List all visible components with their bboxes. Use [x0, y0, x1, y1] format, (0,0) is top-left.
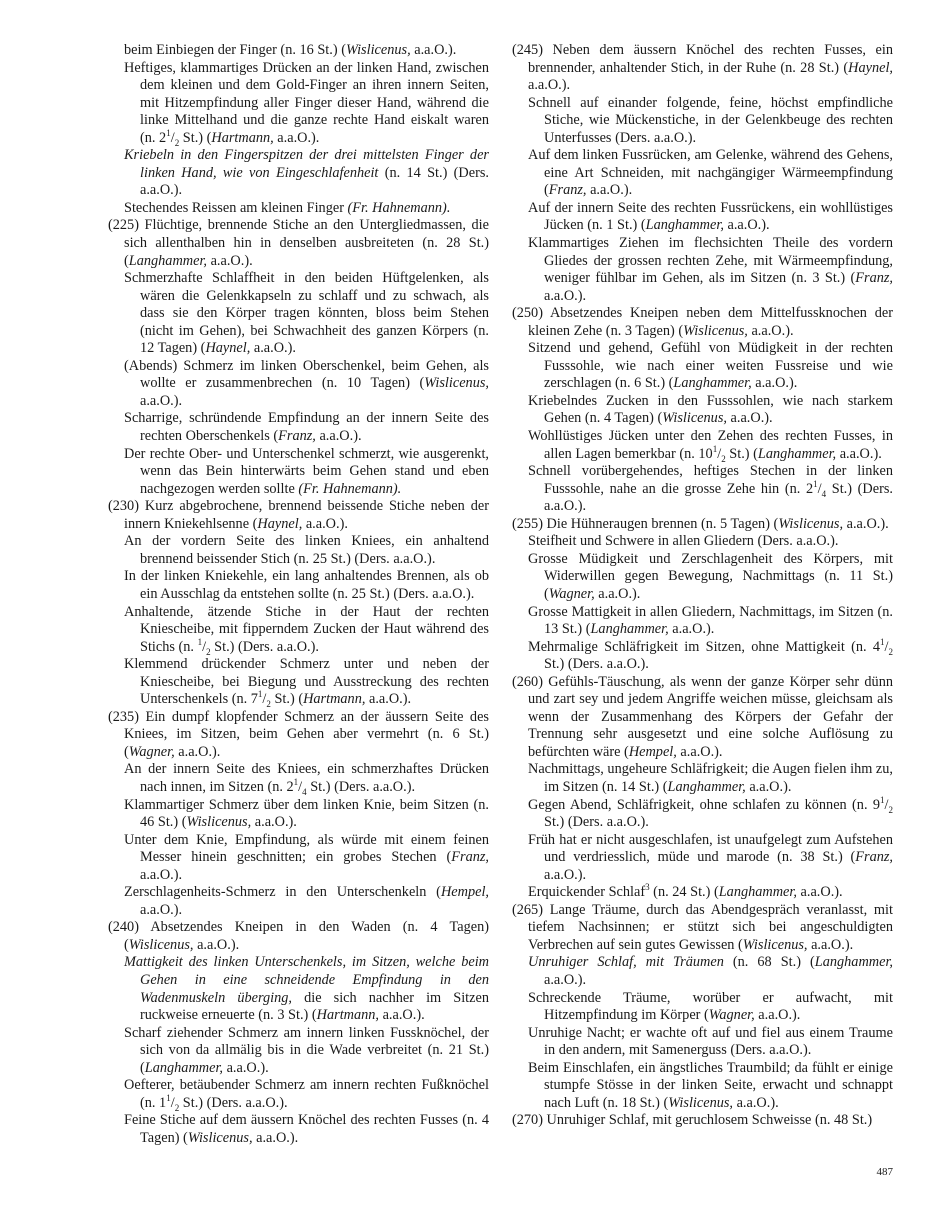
symptom-entry: Klemmend drückender Schmerz unter und neben der Kniescheibe, bei Biegung und Ausstreckung des rechten Unterschenkels (n. $7^1/_2$ St.) (Hartmann, a.a.O.). — [124, 656, 489, 710]
left-column — [108, 42, 489, 1147]
numbered-entry: (270) Unruhiger Schlaf, mit geruchlosem Schweisse (n. 48 St.) — [512, 1112, 873, 1129]
symptom-entry: An der innern Seite des Kniees, ein schmerzhaftes Drücken nach innen, im Sitzen (n. $2^1/_4$ St.) (Ders. a.a.O.). — [124, 761, 489, 797]
symptom-entry: Anhaltende, ätzende Stiche in der Haut der rechten Kniescheibe, mit fipperndem Zucken der Haut während des Stichs (n. $^1/_2$ St.) (Ders. a.a.O.). — [124, 603, 489, 657]
symptom-entry: Kriebeln in den Fingerspitzen der drei mittelsten Finger der linken Hand, wie von Eingeschlafenheit (n. 14 St.) (Ders. a.a.O.). — [124, 147, 489, 199]
symptom-entry: beim Einbiegen der Finger (n. 16 St.) (Wislicenus, a.a.O.). — [124, 42, 457, 58]
numbered-entry: (225) Flüchtige, brennende Stiche an den Untergliedmassen, die sich allenthalben hin in denselben ausbreiteten (n. 28 St.) (Langhammer, a.a.O.). — [108, 217, 489, 269]
right-column — [512, 42, 893, 1130]
symptom-entry: Nachmittags, ungeheure Schläfrigkeit; die Augen fielen ihm zu, im Sitzen (n. 14 St.) (Langhammer, a.a.O.). — [528, 761, 893, 795]
symptom-entry: Steifheit und Schwere in allen Gliedern (Ders. a.a.O.). — [528, 533, 839, 550]
numbered-entry: (245) Neben dem äussern Knöchel des rechten Fusses, ein brennender, anhaltender Stich, in der Ruhe (n. 28 St.) (Haynel, a.a.O.). — [512, 42, 893, 94]
symptom-entry: Schnell auf einander folgende, feine, höchst empfindliche Stiche, wie Mückenstiche, in der Gelenkbeuge des rechten Unterfusses (Ders. a.a.O.). — [528, 94, 893, 146]
symptom-entry: Grosse Müdigkeit und Zerschlagenheit des Körpers, mit Widerwillen gegen Bewegung, Nachmittags (n. 11 St.) (Wagner, a.a.O.). — [528, 550, 893, 602]
symptom-entry: Klammartiger Schmerz über dem linken Knie, beim Sitzen (n. 46 St.) (Wislicenus, a.a.O.). — [124, 796, 489, 831]
symptom-entry: (Abends) Schmerz im linken Oberschenkel, beim Gehen, als wollte er zusammenbrechen (n. 10 Tagen) (Wislicenus, a.a.O.). — [124, 357, 489, 409]
symptom-entry: Mehrmalige Schläfrigkeit im Sitzen, ohne Mattigkeit (n. $4^1/_2$ St.) (Ders. a.a.O.). — [528, 636, 893, 673]
symptom-entry: An der vordern Seite des linken Kniees, ein anhaltend brennend beissender Stich (n. 25 St.) (Ders. a.a.O.). — [124, 533, 489, 567]
numbered-entry: (235) Ein dumpf klopfender Schmerz an der äussern Seite des Kniees, im Sitzen, beim Gehen aber vermehrt (n. 6 St.) (Wagner, a.a.O.). — [108, 708, 489, 760]
symptom-entry: Mattigkeit des linken Unterschenkels, im Sitzen, welche beim Gehen in eine schneidende Empfindung in den Wadenmuskeln überging, die sich nachher im Sitzen ruckweise erneuerte (n. 3 St.) (Hartmann, a.a.O.). — [124, 954, 489, 1024]
symptom-entry: Sitzend und gehend, Gefühl von Müdigkeit in der rechten Fusssohle, wie nach einer weiten Fussreise und wie zerschlagen (n. 6 St.) (Langhammer, a.a.O.). — [528, 340, 893, 392]
symptom-entry: Oefterer, betäubender Schmerz am innern rechten Fußknöchel (n. $1^1/_2$ St.) (Ders. a.a.O.). — [124, 1077, 489, 1113]
symptom-entry: Heftiges, klammartiges Drücken an der linken Hand, zwischen dem kleinen und dem Gold-Finger an ihren innern Seiten, mit Hitzempfindung aller Finger dieser Hand, während die linke Mittelhand und die ganze rechte Hand eiskalt waren (n. $2^1/_2$ St.) (Hartmann, a.a.O.). — [124, 59, 489, 148]
numbered-entry: (240) Absetzendes Kneipen in den Waden (n. 4 Tagen) (Wislicenus, a.a.O.). — [108, 919, 489, 953]
symptom-entry: Kriebelndes Zucken in den Fusssohlen, wie nach starkem Gehen (n. 4 Tagen) (Wislicenus, a.a.O.). — [528, 392, 893, 427]
symptom-entry: Klammartiges Ziehen im flechsichten Theile des vordern Gliedes der grossen rechten Zehe, mit Wärmeempfindung, weniger fühlbar im Gehen, als im Sitzen (n. 3 St.) (Franz, a.a.O.). — [528, 235, 893, 304]
page-number: 487 — [876, 1166, 893, 1178]
numbered-entry: (255) Die Hühneraugen brennen (n. 5 Tagen) (Wislicenus, a.a.O.). — [512, 515, 889, 532]
symptom-entry: Auf der innern Seite des rechten Fussrückens, ein wohllüstiges Jücken (n. 1 St.) (Langhammer, a.a.O.). — [528, 199, 893, 234]
symptom-entry: Gegen Abend, Schläfrigkeit, ohne schlafen zu können (n. $9^1/_2$ St.) (Ders. a.a.O.). — [528, 794, 893, 831]
symptom-entry: Schmerzhafte Schlaffheit in den beiden Hüftgelenken, als wären die Gelenkkapseln zu schlaff und zu schwach, als dass sie den Körper tragen könnten, bloss beim Stehen (nicht im Gehen), bei Schwachheit des ganzen Körpers (n. 12 Tagen) (Haynel, a.a.O.). — [124, 270, 489, 357]
symptom-entry: Zerschlagenheits-Schmerz in den Unterschenkeln (Hempel, a.a.O.). — [124, 884, 489, 918]
symptom-entry: Schnell vorübergehendes, heftiges Stechen in der linken Fusssohle, nahe an die grosse Zehe hin (n. $2^1/_4$ St.) (Ders. a.a.O.). — [528, 463, 893, 515]
symptom-entry: Erquickender Schlaf$^3$ (n. 24 St.) (Langhammer, a.a.O.). — [528, 882, 843, 901]
symptom-entry: Schreckende Träume, worüber er aufwacht, mit Hitzempfindung im Körper (Wagner, a.a.O.). — [528, 989, 893, 1024]
symptom-entry: Unruhiger Schlaf, mit Träumen (n. 68 St.) (Langhammer, a.a.O.). — [528, 954, 893, 988]
symptom-entry: Auf dem linken Fussrücken, am Gelenke, während des Gehens, eine Art Schneiden, mit nachgängiger Wärmeempfindung (Franz, a.a.O.). — [528, 147, 893, 199]
symptom-entry: Der rechte Ober- und Unterschenkel schmerzt, wie ausgerenkt, wenn das Bein hinterwärts beim Gehen stand und eben nachgezogen werden sollte (Fr. Hahnemann). — [124, 445, 489, 497]
symptom-entry: Früh hat er nicht ausgeschlafen, ist unaufgelegt zum Aufstehen und verdriesslich, müde und marode (n. 38 St.) (Franz, a.a.O.). — [528, 831, 893, 883]
symptom-entry: Unruhige Nacht; er wachte oft auf und fiel aus einem Traume in den andern, mit Samenerguss (Ders. a.a.O.). — [528, 1024, 893, 1059]
numbered-entry: (260) Gefühls-Täuschung, als wenn der ganze Körper sehr dünn und zart sey und jedem Angriffe weichen müsse, gleichsam als wenn der Zusammenhang des Körpers der Gefahr der Trennung sehr ausgesetzt und eine solche Auflösung zu befürchten wäre (Hempel, a.a.O.). — [512, 673, 893, 760]
symptom-entry: Feine Stiche auf dem äussern Knöchel des rechten Fusses (n. 4 Tagen) (Wislicenus, a.a.O.). — [124, 1112, 489, 1146]
numbered-entry: (230) Kurz abgebrochene, brennend beissende Stiche neben der innern Kniekehlsenne (Haynel, a.a.O.). — [108, 498, 489, 532]
numbered-entry: (250) Absetzendes Kneipen neben dem Mittelfussknochen der kleinen Zehe (n. 3 Tagen) (Wislicenus, a.a.O.). — [512, 305, 893, 339]
symptom-entry: Unter dem Knie, Empfindung, als würde mit einem feinen Messer hinein geschnitten; ein grobes Stechen (Franz, a.a.O.). — [124, 831, 489, 883]
symptom-entry: Beim Einschlafen, ein ängstliches Traumbild; da fühlt er einige stumpfe Stösse in der linken Seite, erwacht und schnappt nach Luft (n. 18 St.) (Wislicenus, a.a.O.). — [528, 1059, 893, 1111]
symptom-entry: Stechendes Reissen am kleinen Finger (Fr. Hahnemann). — [124, 199, 451, 216]
symptom-entry: Scharf ziehender Schmerz am innern linken Fussknöchel, der sich von da allmälig bis in die Wade verbreitet (n. 21 St.) (Langhammer, a.a.O.). — [124, 1024, 489, 1076]
symptom-entry: Grosse Mattigkeit in allen Gliedern, Nachmittags, im Sitzen (n. 13 St.) (Langhammer, a.a.O.). — [528, 603, 893, 638]
symptom-entry: Wohllüstiges Jücken unter den Zehen des rechten Fusses, in allen Lagen bemerkbar (n. $10^1/_2$ St.) (Langhammer, a.a.O.). — [528, 428, 893, 464]
symptom-entry: In der linken Kniekehle, ein lang anhaltendes Brennen, als ob ein Ausschlag da entstehen sollte (n. 25 St.) (Ders. a.a.O.). — [124, 568, 489, 602]
symptom-entry: Scharrige, schründende Empfindung an der innern Seite des rechten Oberschenkels (Franz, a.a.O.). — [124, 410, 489, 445]
numbered-entry: (265) Lange Träume, durch das Abendgespräch veranlasst, mit tiefem Nachsinnen; er stützt sich bei angeschuldigten Verbrechen auf sein gutes Gewissen (Wislicenus, a.a.O.). — [512, 901, 893, 953]
